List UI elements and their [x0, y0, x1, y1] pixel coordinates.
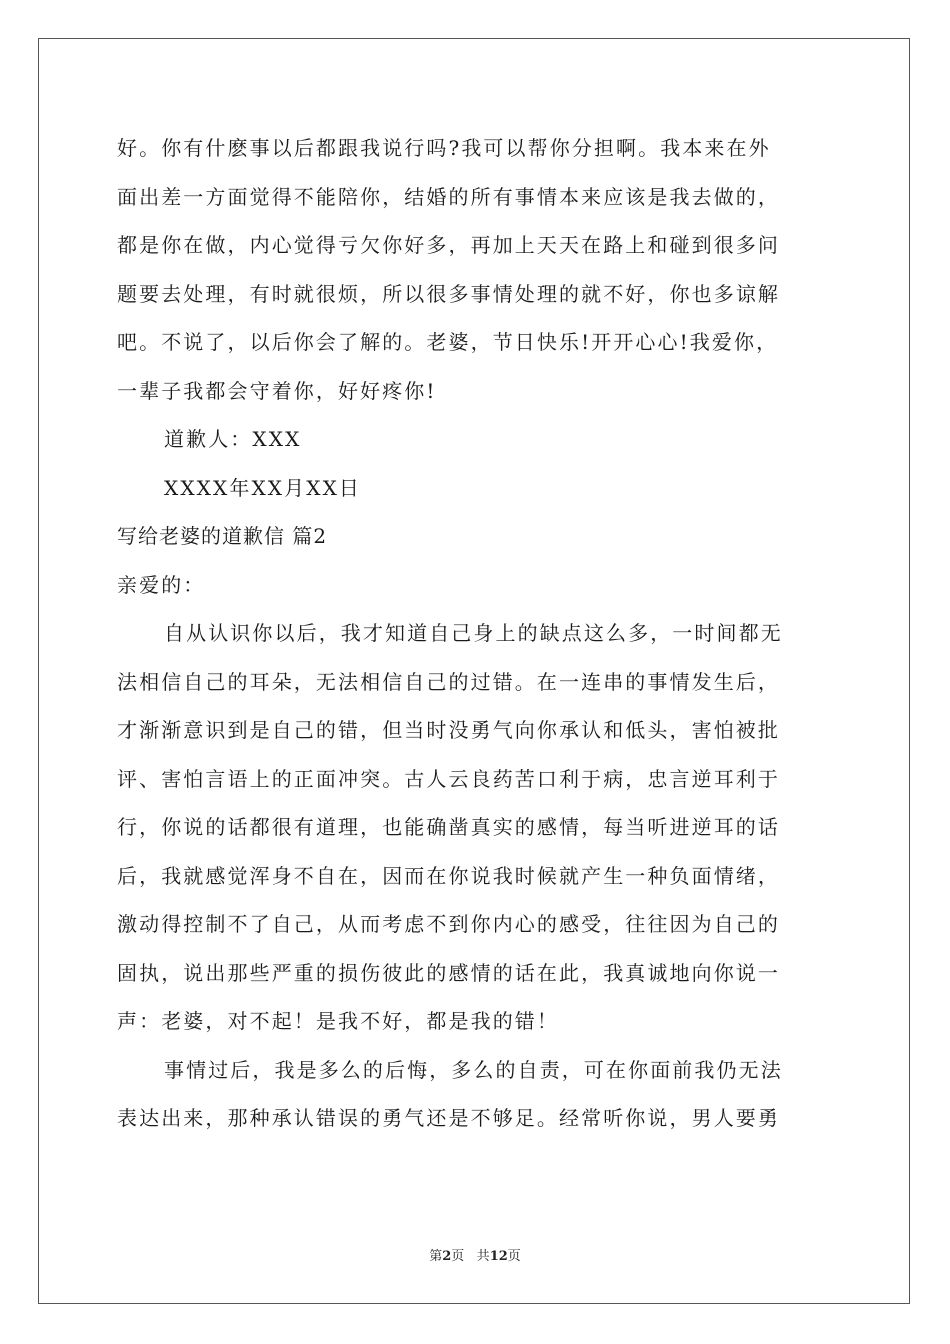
paragraph-line: 题要去处理，有时就很烦，所以很多事情处理的就不好，你也多谅解: [117, 281, 780, 306]
paragraph-line: 后，我就感觉浑身不自在，因而在你说我时候就产生一种负面情绪，: [117, 863, 780, 888]
page-suffix: 页: [451, 1249, 465, 1264]
paragraph-line: 行，你说的话都很有道理，也能确凿真实的感情，每当听进逆耳的话: [117, 815, 780, 839]
total-suffix: 页: [507, 1249, 521, 1264]
date: XXXX年XX月XX日: [164, 475, 362, 500]
total-prefix: 共: [476, 1249, 490, 1264]
paragraph-line: 固执，说出那些严重的损伤彼此的感情的话在此，我真诚地向你说一: [117, 960, 780, 985]
paragraph-line: 一辈子我都会守着你，好好疼你!: [117, 378, 437, 403]
paragraph-line: 评、害怕言语上的正面冲突。古人云良药苦口利于病，忠言逆耳利于: [117, 766, 780, 791]
section-title: 写给老婆的道歉信 篇2: [117, 524, 328, 548]
paragraph-line: 面出差一方面觉得不能陪你，结婚的所有事情本来应该是我去做的，: [117, 184, 780, 209]
paragraph-line: 事情过后，我是多么的后悔，多么的自责，可在你面前我仍无法: [164, 1057, 783, 1082]
paragraph-line: 才渐渐意识到是自己的错，但当时没勇气向你承认和低头，害怕被批: [117, 718, 780, 742]
paragraph-line: 都是你在做，内心觉得亏欠你好多，再加上天天在路上和碰到很多问: [117, 233, 780, 257]
paragraph-line: 激动得控制不了自己，从而考虑不到你内心的感受，往往因为自己的: [117, 912, 780, 936]
document-body: [117, 124, 833, 1143]
paragraph-line: 自从认识你以后，我才知道自己身上的缺点这么多，一时间都无: [164, 621, 783, 645]
paragraph-line: 声：老婆，对不起！是我不好，都是我的错！: [117, 1009, 559, 1033]
page-footer: [0, 1245, 950, 1264]
total-pages: 12: [489, 1249, 508, 1264]
paragraph-line: 法相信自己的耳朵，无法相信自己的过错。在一连串的事情发生后，: [117, 669, 780, 694]
page-prefix: 第: [429, 1249, 443, 1264]
signature: 道歉人：XXX: [164, 427, 302, 451]
paragraph-line: 表达出来，那种承认错误的勇气还是不够足。经常听你说，男人要勇: [117, 1106, 780, 1130]
salutation: 亲爱的：: [117, 572, 206, 597]
paragraph-line: 好。你有什麽事以后都跟我说行吗?我可以帮你分担啊。我本来在外: [117, 136, 771, 160]
paragraph-line: 吧。不说了，以后你会了解的。老婆，节日快乐!开开心心!我爱你，: [117, 330, 779, 354]
page-number: 2: [442, 1249, 452, 1264]
